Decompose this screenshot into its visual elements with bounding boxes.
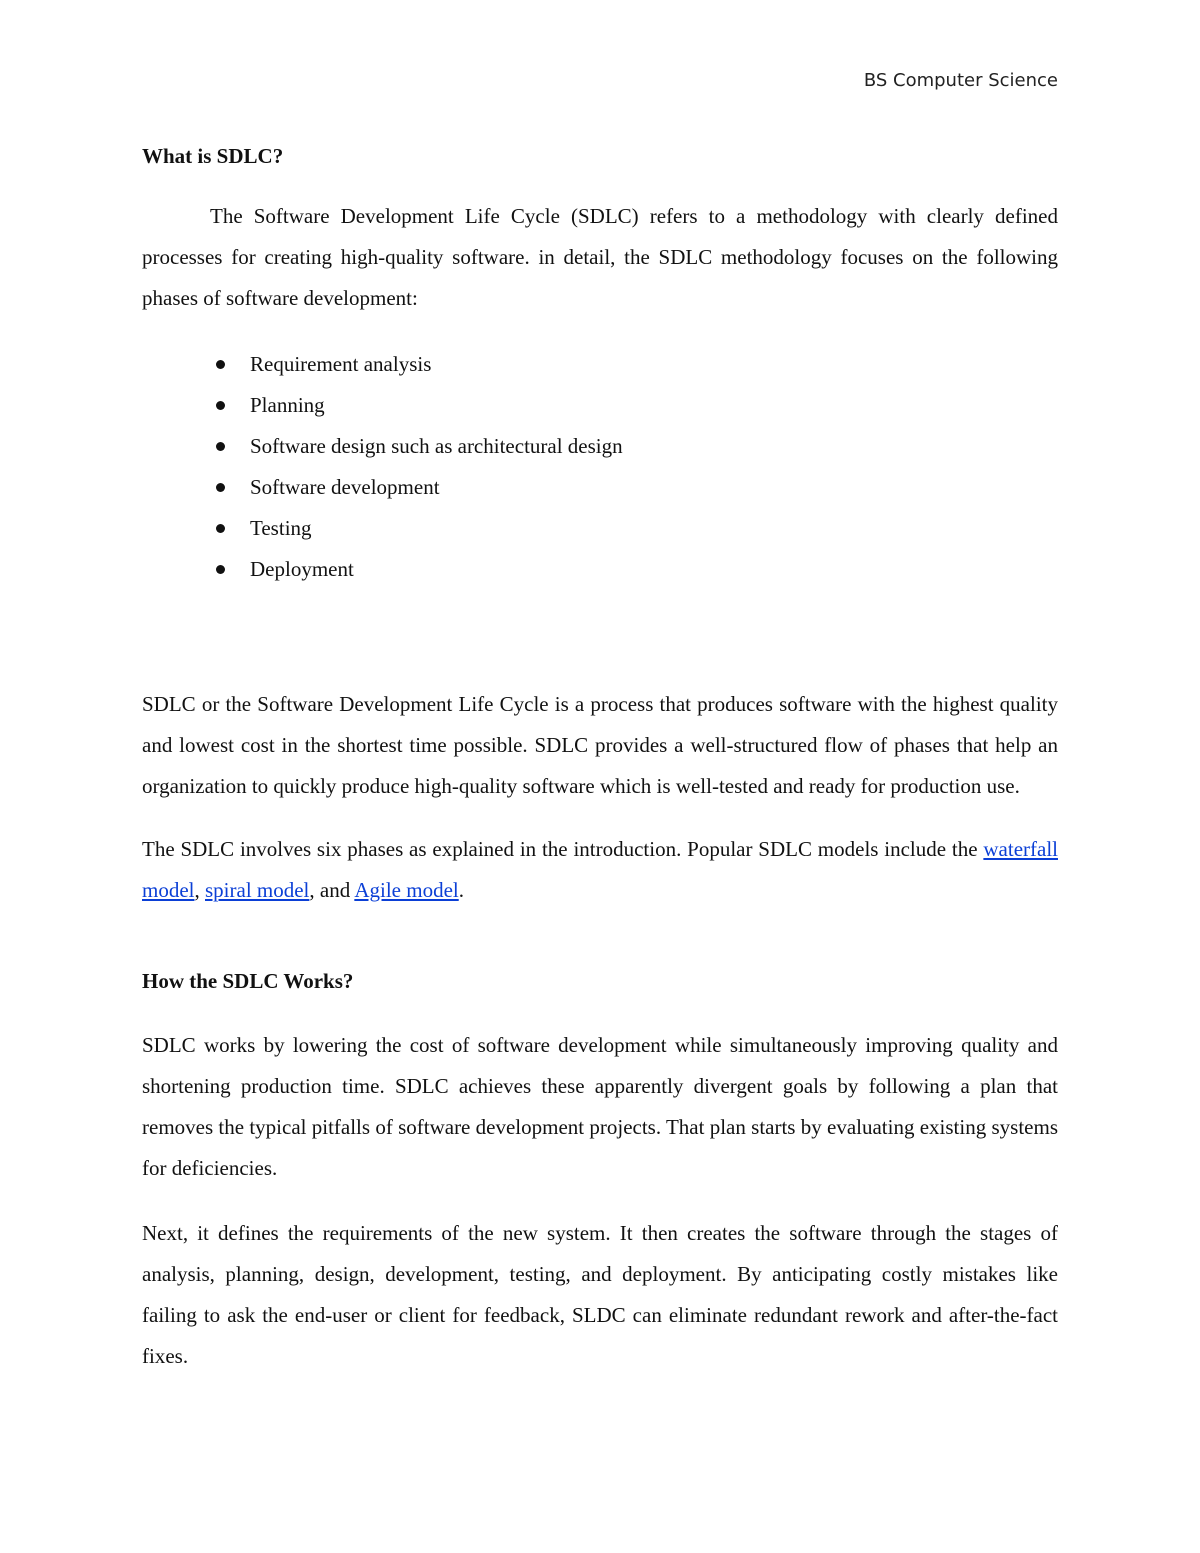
document-body [142, 140, 1058, 1377]
list-item [142, 508, 1058, 549]
requirements-paragraph: Next, it defines the requirements of the new system. It then creates the software through the stages of analysis, planning, design, development, testing, and deployment. By anticipating costly mistakes like failing to ask the end-user or client for feedback, SLDC can eliminate redundant rework and after-the-fact fixes. [142, 1221, 1058, 1368]
models-text-before: The SDLC involves six phases as explained in the introduction. Popular SDLC models include the [142, 837, 984, 861]
list-item-label: Deployment [250, 557, 354, 581]
sdlc-models-paragraph [142, 829, 1058, 911]
page-header: BS Computer Science [863, 70, 1058, 91]
intro-paragraph: The Software Development Life Cycle (SDLC) refers to a methodology with clearly defined processes for creating high-quality software. in detail, the SDLC methodology focuses on the following phases of software development: [142, 204, 1058, 310]
list-item-label: Software design such as architectural design [250, 434, 623, 458]
list-item [142, 549, 1058, 590]
spiral-model-link[interactable]: spiral model [205, 878, 310, 902]
agile-model-link[interactable]: Agile model [354, 878, 459, 902]
bullet-icon [216, 360, 225, 369]
list-item-label: Software development [250, 475, 440, 499]
bullet-icon [216, 524, 225, 533]
list-item [142, 385, 1058, 426]
bullet-icon [216, 401, 225, 410]
list-item [142, 426, 1058, 467]
models-separator-2: , and [309, 878, 355, 902]
how-sdlc-works-paragraph: SDLC works by lowering the cost of software development while simultaneously improving quality and shortening production time. SDLC achieves these apparently divergent goals by following a plan that removes the typical pitfalls of software development projects. That plan starts by evaluating existing systems for deficiencies. [142, 1033, 1058, 1180]
bullet-icon [216, 483, 225, 492]
phases-list [142, 344, 1058, 590]
section-heading-how-sdlc-works: How the SDLC Works? [142, 969, 354, 993]
waterfall-model-link[interactable]: waterfall model [142, 837, 1058, 902]
list-item [142, 467, 1058, 508]
models-separator-1: , [194, 878, 205, 902]
list-item-label: Requirement analysis [250, 352, 432, 376]
section-heading-what-is-sdlc: What is SDLC? [142, 144, 284, 168]
sdlc-definition-paragraph: SDLC or the Software Development Life Cycle is a process that produces software with the highest quality and lowest cost in the shortest time possible. SDLC provides a well-structured flow of phases that help an organization to quickly produce high-quality software which is well-tested and ready for production use. [142, 692, 1058, 798]
models-text-after: . [458, 878, 464, 902]
bullet-icon [216, 565, 225, 574]
list-item-label: Planning [250, 393, 325, 417]
bullet-icon [216, 442, 225, 451]
list-item-label: Testing [250, 516, 312, 540]
list-item [142, 344, 1058, 385]
